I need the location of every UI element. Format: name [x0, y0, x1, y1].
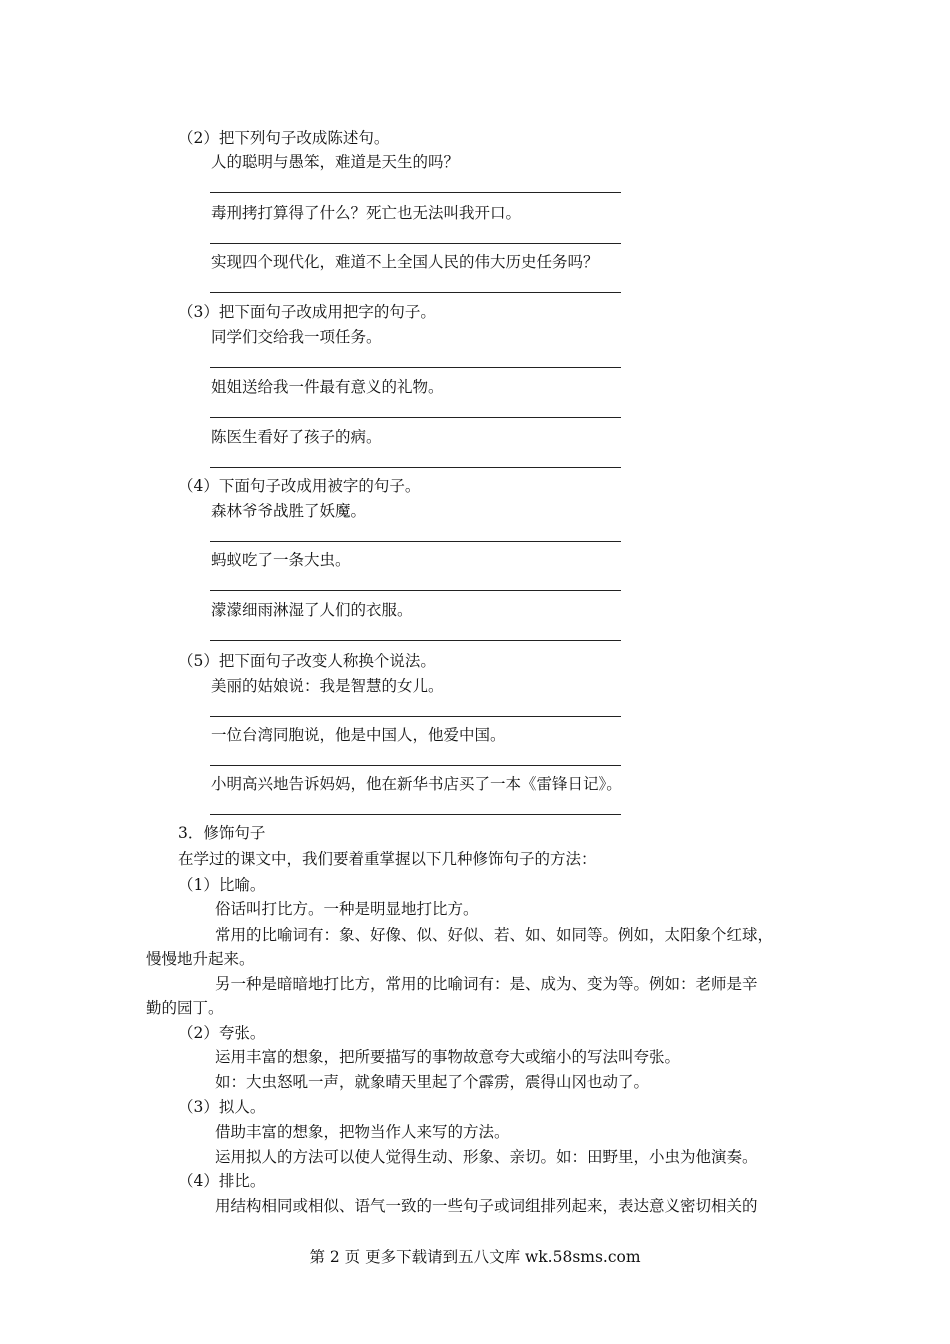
section-4-heading: （4）下面句子改成用被字的句子。 [178, 477, 421, 495]
answer-line [210, 716, 621, 717]
sentence: 蚂蚁吃了一条大虫。 [211, 551, 351, 569]
sentence: 美丽的姑娘说：我是智慧的女儿。 [211, 677, 444, 695]
paragraph-line: 常用的比喻词有：象、好像、似、好似、若、如、如同等。例如，太阳象个红球， [215, 926, 774, 944]
answer-line [210, 243, 621, 244]
exaggeration-heading: （2）夸张。 [178, 1024, 266, 1042]
part-3-intro: 在学过的课文中，我们要着重掌握以下几种修饰句子的方法： [178, 850, 597, 868]
sentence: 实现四个现代化，难道不上全国人民的伟大历史任务吗？ [211, 253, 599, 271]
sentence: 小明高兴地告诉妈妈，他在新华书店买了一本《雷锋日记》。 [211, 775, 622, 793]
sentence: 森林爷爷战胜了妖魔。 [211, 502, 367, 520]
paragraph-line: 用结构相同或相似、语气一致的一些句子或词组排列起来，表达意义密切相关的 [215, 1197, 758, 1215]
personification-heading: （3）拟人。 [178, 1098, 266, 1116]
paragraph-line: 借助丰富的想象，把物当作人来写的方法。 [215, 1123, 510, 1141]
answer-line [210, 541, 621, 542]
sentence: 陈医生看好了孩子的病。 [211, 428, 382, 446]
part-3-title: 3．修饰句子 [178, 824, 266, 842]
sentence: 同学们交给我一项任务。 [211, 328, 382, 346]
sentence: 濛濛细雨淋湿了人们的衣服。 [211, 601, 413, 619]
paragraph-line: 另一种是暗暗地打比方，常用的比喻词有：是、成为、变为等。例如：老师是辛 [215, 975, 758, 993]
answer-line [210, 640, 621, 641]
answer-line [210, 467, 621, 468]
sentence: 人的聪明与愚笨，难道是天生的吗？ [211, 153, 460, 171]
answer-line [210, 292, 621, 293]
paragraph-line: 运用丰富的想象，把所要描写的事物故意夸大或缩小的写法叫夸张。 [215, 1048, 681, 1066]
sentence: 姐姐送给我一件最有意义的礼物。 [211, 378, 444, 396]
metaphor-heading: （1）比喻。 [178, 876, 266, 894]
paragraph-line: 俗话叫打比方。一种是明显地打比方。 [215, 900, 479, 918]
sentence: 一位台湾同胞说，他是中国人，他爱中国。 [211, 726, 506, 744]
answer-line [210, 417, 621, 418]
section-5-heading: （5）把下面句子改变人称换个说法。 [178, 652, 436, 670]
section-3-heading: （3）把下面句子改成用把字的句子。 [178, 303, 436, 321]
answer-line [210, 590, 621, 591]
paragraph-line: 勤的园丁。 [146, 999, 224, 1017]
answer-line [210, 814, 621, 815]
answer-line [210, 367, 621, 368]
answer-line [210, 765, 621, 766]
page-footer: 第 2 页 更多下载请到五八文库 wk.58sms.com [309, 1248, 641, 1266]
answer-line [210, 192, 621, 193]
section-2-heading: （2）把下列句子改成陈述句。 [178, 129, 390, 147]
sentence: 毒刑拷打算得了什么？死亡也无法叫我开口。 [211, 204, 522, 222]
parallelism-heading: （4）排比。 [178, 1172, 266, 1190]
paragraph-line: 如：大虫怒吼一声，就象晴天里起了个霹雳，震得山冈也动了。 [215, 1073, 650, 1091]
paragraph-line: 慢慢地升起来。 [146, 950, 255, 968]
paragraph-line: 运用拟人的方法可以使人觉得生动、形象、亲切。如：田野里，小虫为他演奏。 [215, 1148, 758, 1166]
